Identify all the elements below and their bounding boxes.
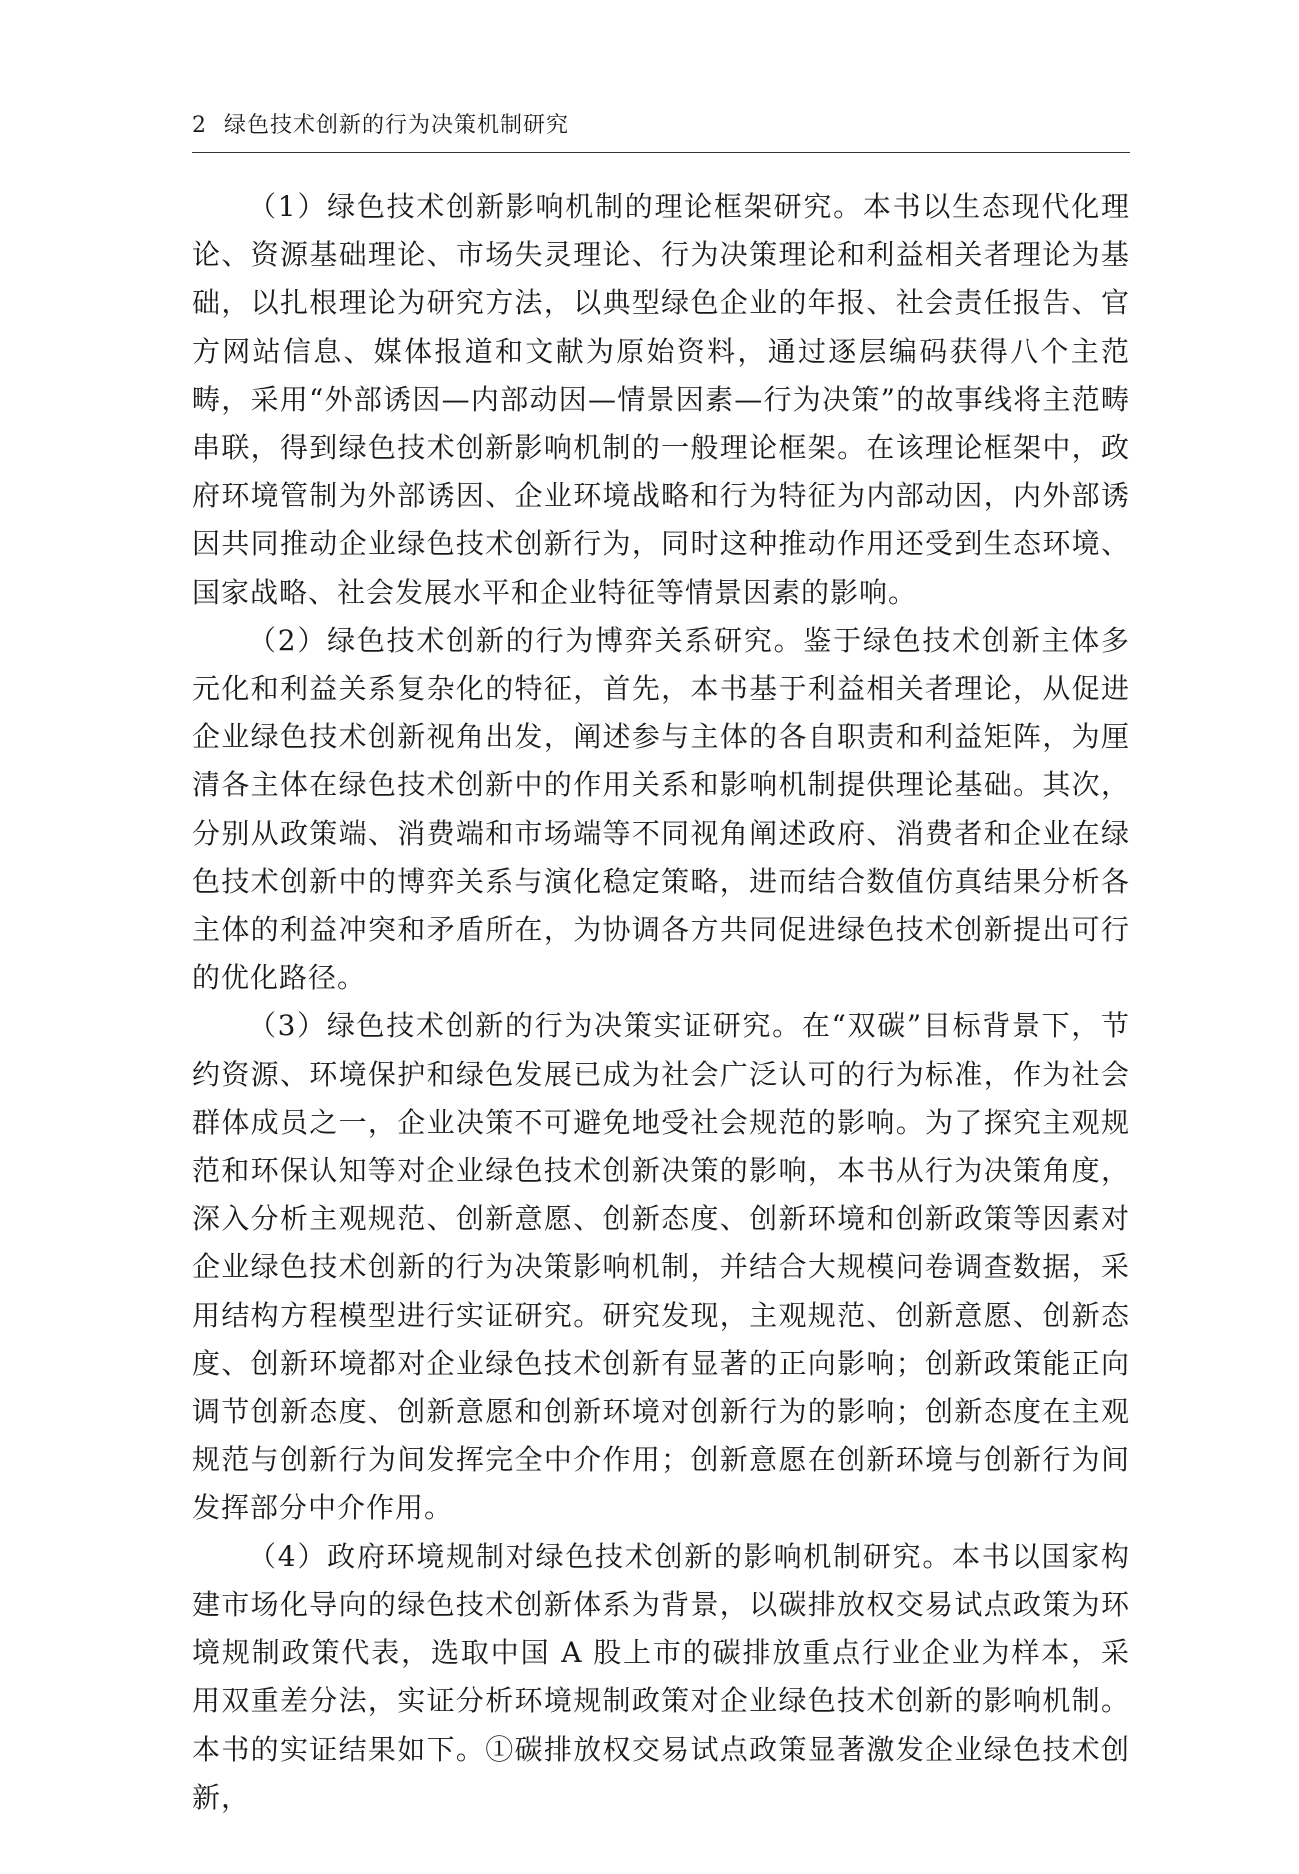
book-title: 绿色技术创新的行为决策机制研究 xyxy=(224,113,570,138)
paragraph-environmental-regulation: （4）政府环境规制对绿色技术创新的影响机制研究。本书以国家构建市场化导向的绿色技术创新体系为背景，以碳排放权交易试点政策为环境规制政策代表，选取中国 A 股上市的碳排放重点行业企业为样本，采用双重差分法，实证分析环境规制政策对企业绿色技术创新的影响机制。本书的实证结果如下。①碳排放权交易试点政策显著激发企业绿色技术创新， xyxy=(192,1539,1130,1814)
body-text xyxy=(192,183,1130,1822)
running-header xyxy=(192,108,1130,153)
paragraph-theoretical-framework: （1）绿色技术创新影响机制的理论框架研究。本书以生态现代化理论、资源基础理论、市场失灵理论、行为决策理论和利益相关者理论为基础，以扎根理论为研究方法，以典型绿色企业的年报、社会责任报告、官方网站信息、媒体报道和文献为原始资料，通过逐层编码获得八个主范畴，采用“外部诱因—内部动因—情景因素—行为决策”的故事线将主范畴串联，得到绿色技术创新影响机制的一般理论框架。在该理论框架中，政府环境管制为外部诱因、企业环境战略和行为特征为内部动因，内外部诱因共同推动企业绿色技术创新行为，同时这种推动作用还受到生态环境、国家战略、社会发展水平和企业特征等情景因素的影响。 xyxy=(192,190,1130,609)
paragraph-game-relations: （2）绿色技术创新的行为博弈关系研究。鉴于绿色技术创新主体多元化和利益关系复杂化的特征，首先，本书基于利益相关者理论，从促进企业绿色技术创新视角出发，阐述参与主体的各自职责和利益矩阵，为厘清各主体在绿色技术创新中的作用关系和影响机制提供理论基础。其次，分别从政策端、消费端和市场端等不同视角阐述政府、消费者和企业在绿色技术创新中的博弈关系与演化稳定策略，进而结合数值仿真结果分析各主体的利益冲突和矛盾所在，为协调各方共同促进绿色技术创新提出可行的优化路径。 xyxy=(192,623,1130,995)
page-number: 2 xyxy=(192,113,206,138)
paragraph-empirical-study: （3）绿色技术创新的行为决策实证研究。在“双碳”目标背景下，节约资源、环境保护和绿色发展已成为社会广泛认可的行为标准，作为社会群体成员之一，企业决策不可避免地受社会规范的影响。为了探究主观规范和环保认知等对企业绿色技术创新决策的影响，本书从行为决策角度，深入分析主观规范、创新意愿、创新态度、创新环境和创新政策等因素对企业绿色技术创新的行为决策影响机制，并结合大规模问卷调查数据，采用结构方程模型进行实证研究。研究发现，主观规范、创新意愿、创新态度、创新环境都对企业绿色技术创新有显著的正向影响；创新政策能正向调节创新态度、创新意愿和创新环境对创新行为的影响；创新态度在主观规范与创新行为间发挥完全中介作用；创新意愿在创新环境与创新行为间发挥部分中介作用。 xyxy=(192,1009,1130,1525)
